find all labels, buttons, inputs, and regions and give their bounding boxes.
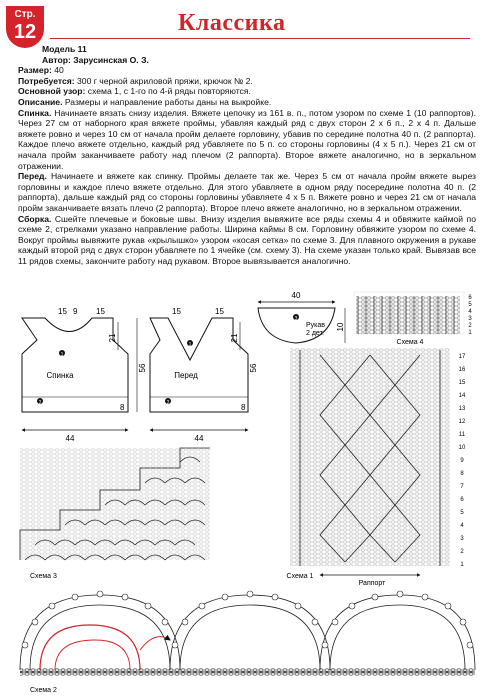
back-marker-1: 1 [60, 352, 64, 358]
sleeve-schematic [258, 291, 345, 343]
author-name: Зарусинская О. З. [73, 54, 149, 65]
scheme1-row: 11 [458, 432, 466, 438]
badge-number: 12 [13, 21, 37, 43]
sleeve-marker: 3 [294, 316, 298, 322]
scheme1-row: 17 [458, 354, 466, 360]
scheme1-row: 1 [460, 562, 464, 568]
scheme1-row: 15 [458, 380, 466, 386]
scheme1-row: 12 [458, 419, 466, 425]
back-top-left: 15 [58, 307, 67, 316]
back-label: Спинка [46, 371, 74, 380]
instructions-text [18, 44, 476, 266]
scheme4-row: 6 [468, 295, 472, 301]
sleeve-label-2: 2 дет. [306, 330, 324, 337]
scheme-3 [20, 448, 210, 580]
sleeve-height-label: 10 [336, 322, 345, 332]
title-divider [50, 38, 470, 39]
scheme-1-row-numbers [459, 354, 466, 568]
scheme-1-label: Схема 1 [286, 573, 314, 580]
scheme1-row: 7 [460, 484, 464, 490]
scheme-1 [287, 348, 466, 587]
size-value: 40 [54, 65, 64, 76]
scheme1-row: 9 [460, 458, 464, 464]
back-marker-2: 2 [38, 400, 42, 406]
badge-label: Стр. [14, 9, 36, 20]
author-line: Автор: Зарусинская О. З. [42, 54, 149, 65]
diagrams-area [0, 290, 482, 700]
back-section: Спинка. Начинаете вязать снизу изделия. Вяжете цепочку из 161 в. п., потом узором по схеме 1 (10 раппортов). Через 27 см от наборного края вяжете проймы, убавляя каждый ряд с двух сторон 2 х 6 п., 2 х 4 п. Дальше вяжете ровно и через 10 см от начала пройм делаете горловину, убавив по середине полотна 40 п. (2 раппорта). Каждое плечо вяжете отдельно, каждый ряд убавляете по 5 п. со стороны горловины (4 х 5 п.). Через 21 см от начала пройм заканчиваете работу над плечом (2 раппорта). Второе вяжете аналогично, но в зеркальном отражении. [18, 107, 476, 171]
materials-line: Потребуется: 300 г черной акриловой пряжи, крючок № 2. [18, 75, 253, 86]
back-width-label: 44 [65, 434, 75, 443]
assembly-section: Сборка. Сшейте плечевые и боковые швы. Внизу изделия вывяжите все ряды схемы 4 и обвяжите каймой по схеме 2, стрелками указано направление работы. Ширина каймы 8 см. Горловину обвяжите узором по схеме 4. Вокруг проймы вывяжите рукав «крылышко» узором «косая сетка» по схеме 3. Для плавного окружения в рукаве каждый второй ряд с двух сторон убавляете по 1 ячейке (см. схему 3). На схеме указан только край. Вывязав все 11 рядов схемы, закончите работу над рукавом. Второе вывязывается аналогично. [18, 213, 476, 266]
front-armhole-label: 21 [230, 333, 239, 343]
scheme-4-row-numbers [468, 295, 472, 336]
scheme1-row: 10 [458, 445, 466, 451]
scheme-2 [20, 591, 475, 694]
model-name: Модель 11 [42, 44, 87, 54]
back-length-label: 56 [138, 363, 147, 373]
front-marker-1: 1 [188, 342, 192, 348]
scheme1-row: 6 [460, 497, 464, 503]
scheme-4-label: Схема 4 [396, 339, 424, 346]
back-top-mid: 9 [73, 307, 78, 316]
front-length-label: 56 [249, 363, 258, 373]
scheme4-row: 3 [468, 316, 472, 322]
sleeve-width-label: 40 [291, 291, 301, 300]
scheme-2-label: Схема 2 [30, 687, 57, 694]
front-marker-2: 2 [166, 400, 170, 406]
scheme-3-label: Схема 3 [30, 573, 57, 580]
back-schematic [22, 307, 147, 443]
scheme1-row: 8 [460, 471, 464, 477]
sleeve-label-1: Рукав [306, 322, 325, 329]
front-top-left: 15 [172, 307, 181, 316]
page-title: Классика [178, 10, 286, 36]
back-top-right: 15 [96, 307, 105, 316]
rapport-label: Раппорт [358, 580, 386, 587]
front-hem-label: 8 [241, 403, 246, 412]
description-line: Описание. Размеры и направление работы даны на выкройке. [18, 96, 272, 107]
scheme1-row: 5 [460, 510, 464, 516]
scheme1-row: 2 [460, 549, 464, 555]
pattern-line: Основной узор: схема 1, с 1-го по 4-й ряды повторяются. [18, 86, 251, 97]
front-width-label: 44 [194, 434, 204, 443]
back-hem-label: 8 [120, 403, 125, 412]
scheme1-row: 4 [460, 523, 464, 529]
front-section: Перед. Начинаете и вяжете как спинку. Проймы делаете так же. Через 5 см от начала пройм вяжете вырез горловины и каждое плечо вяжете отдельно. Для этого убавляете в одном ряду посередине полотна 40 п. (2 раппорта), дальше каждый ряд со стороны горловины убавляете 4 х 5 п. Вяжете ровно и через 21 см от начала пройм заканчиваете вязать плечо (2 раппорта). Второе плечо вяжете аналогично, но в зеркальном отражении. [18, 171, 476, 213]
scheme1-row: 16 [458, 367, 466, 373]
scheme1-row: 13 [458, 406, 466, 412]
front-schematic [150, 307, 258, 443]
page-number-badge [6, 6, 44, 48]
scheme4-row: 5 [468, 302, 472, 308]
scheme4-row: 4 [468, 309, 472, 315]
scheme4-row: 1 [468, 330, 472, 336]
size-line: Размер: 40 [18, 65, 64, 76]
model-line [18, 44, 476, 55]
back-armhole-label: 21 [108, 333, 117, 343]
scheme1-row: 14 [458, 393, 466, 399]
scheme1-row: 3 [460, 536, 464, 542]
front-label: Перед [174, 371, 198, 380]
front-top-right: 15 [215, 307, 224, 316]
scheme4-row: 2 [468, 323, 472, 329]
scheme-4 [354, 292, 472, 346]
